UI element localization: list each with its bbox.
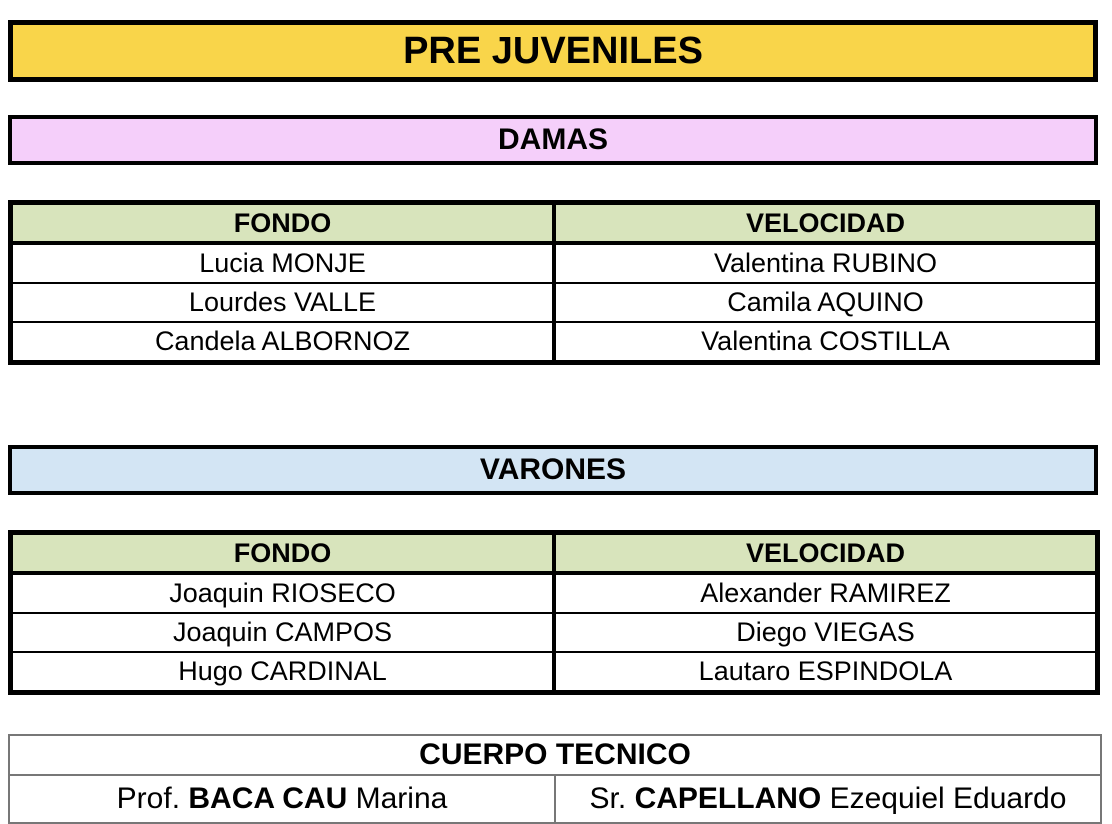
- staff-table: [8, 734, 1102, 824]
- table-cell: Diego VIEGAS: [554, 613, 1098, 652]
- table-cell: Alexander RAMIREZ: [554, 573, 1098, 613]
- staff-row: [9, 775, 1101, 823]
- column-header-fondo: FONDO: [11, 533, 555, 574]
- table-cell: Joaquin RIOSECO: [11, 573, 555, 613]
- damas-table: [8, 200, 1100, 365]
- table-cell: Camila AQUINO: [554, 283, 1098, 322]
- staff-surname: CAPELLANO: [634, 782, 822, 815]
- varones-table: [8, 530, 1100, 695]
- table-cell: Valentina COSTILLA: [554, 322, 1098, 363]
- table-header-row: [11, 533, 1098, 574]
- column-header-velocidad: VELOCIDAD: [554, 203, 1098, 244]
- staff-header-row: [9, 735, 1101, 775]
- table-row: [11, 243, 1098, 283]
- table-cell: Candela ALBORNOZ: [11, 322, 555, 363]
- table-row: [11, 573, 1098, 613]
- section-title-varones: VARONES: [8, 445, 1098, 495]
- table-header-row: [11, 203, 1098, 244]
- column-header-velocidad: VELOCIDAD: [554, 533, 1098, 574]
- staff-given-name: Marina: [355, 782, 448, 815]
- staff-given-name: Ezequiel Eduardo: [829, 782, 1067, 815]
- staff-member: [9, 775, 555, 823]
- staff-member: [555, 775, 1101, 823]
- table-cell: Lautaro ESPINDOLA: [554, 652, 1098, 693]
- table-row: [11, 652, 1098, 693]
- table-cell: Lucia MONJE: [11, 243, 555, 283]
- table-row: [11, 322, 1098, 363]
- table-cell: Hugo CARDINAL: [11, 652, 555, 693]
- page-title: PRE JUVENILES: [8, 20, 1098, 82]
- table-row: [11, 613, 1098, 652]
- staff-surname: BACA CAU: [188, 782, 348, 815]
- table-cell: Joaquin CAMPOS: [11, 613, 555, 652]
- table-cell: Valentina RUBINO: [554, 243, 1098, 283]
- table-row: [11, 283, 1098, 322]
- section-title-damas: DAMAS: [8, 115, 1098, 165]
- staff-prefix: Sr.: [589, 782, 627, 815]
- table-cell: Lourdes VALLE: [11, 283, 555, 322]
- staff-title: CUERPO TECNICO: [9, 735, 1101, 775]
- column-header-fondo: FONDO: [11, 203, 555, 244]
- staff-prefix: Prof.: [116, 782, 181, 815]
